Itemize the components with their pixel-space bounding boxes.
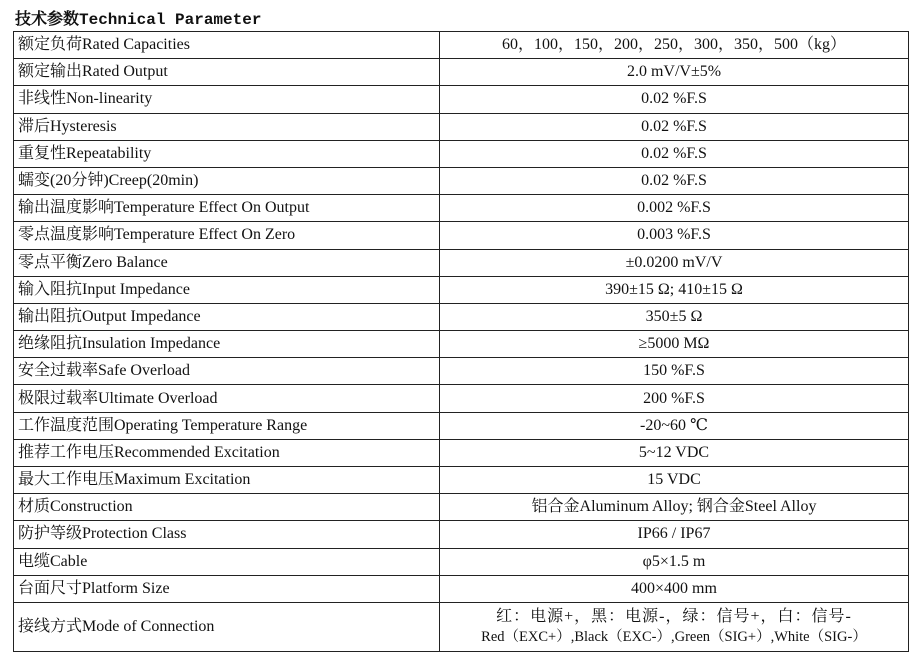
table-row <box>14 32 909 59</box>
parameter-table-body <box>14 32 909 652</box>
table-row <box>14 140 909 167</box>
row-value: 0.02 %F.S <box>440 86 909 113</box>
table-row <box>14 439 909 466</box>
row-label: 材质Construction <box>14 494 440 521</box>
connection-line-cn: 红：电源+，黑：电源-，绿：信号+，白：信号- <box>496 607 852 625</box>
row-value: 0.003 %F.S <box>440 222 909 249</box>
table-row <box>14 575 909 602</box>
row-label: 台面尺寸Platform Size <box>14 575 440 602</box>
row-label: 非线性Non-linearity <box>14 86 440 113</box>
table-row <box>14 222 909 249</box>
row-value: 0.02 %F.S <box>440 167 909 194</box>
row-label: 安全过载率Safe Overload <box>14 358 440 385</box>
table-row <box>14 59 909 86</box>
table-row <box>14 113 909 140</box>
connection-label: 接线方式Mode of Connection <box>14 602 440 651</box>
row-label: 绝缘阻抗Insulation Impedance <box>14 331 440 358</box>
row-value: ±0.0200 mV/V <box>440 249 909 276</box>
row-label: 输出温度影响Temperature Effect On Output <box>14 195 440 222</box>
row-label: 推荐工作电压Recommended Excitation <box>14 439 440 466</box>
table-row <box>14 331 909 358</box>
row-label: 零点温度影响Temperature Effect On Zero <box>14 222 440 249</box>
row-label: 额定负荷Rated Capacities <box>14 32 440 59</box>
connection-value <box>440 602 909 651</box>
row-value: 0.002 %F.S <box>440 195 909 222</box>
row-value: 2.0 mV/V±5% <box>440 59 909 86</box>
table-row <box>14 249 909 276</box>
row-value: 350±5 Ω <box>440 303 909 330</box>
row-value: ≥5000 MΩ <box>440 331 909 358</box>
table-row <box>14 412 909 439</box>
row-value: 铝合金Aluminum Alloy; 钢合金Steel Alloy <box>440 494 909 521</box>
table-row <box>14 303 909 330</box>
table-row <box>14 467 909 494</box>
table-row <box>14 86 909 113</box>
row-label: 防护等级Protection Class <box>14 521 440 548</box>
row-value: 15 VDC <box>440 467 909 494</box>
table-row-connection <box>14 602 909 651</box>
row-label: 额定输出Rated Output <box>14 59 440 86</box>
table-row <box>14 494 909 521</box>
table-row <box>14 167 909 194</box>
table-row <box>14 385 909 412</box>
row-label: 极限过载率Ultimate Overload <box>14 385 440 412</box>
row-label: 重复性Repeatability <box>14 140 440 167</box>
table-row <box>14 195 909 222</box>
row-value: φ5×1.5 m <box>440 548 909 575</box>
row-value: IP66 / IP67 <box>440 521 909 548</box>
table-row <box>14 548 909 575</box>
row-label: 输出阻抗Output Impedance <box>14 303 440 330</box>
row-value: -20~60 ℃ <box>440 412 909 439</box>
table-row <box>14 521 909 548</box>
row-value: 200 %F.S <box>440 385 909 412</box>
row-label: 电缆Cable <box>14 548 440 575</box>
row-value: 390±15 Ω; 410±15 Ω <box>440 276 909 303</box>
row-value: 60，100，150，200，250，300，350，500（kg） <box>440 32 909 59</box>
row-value: 0.02 %F.S <box>440 140 909 167</box>
row-value: 5~12 VDC <box>440 439 909 466</box>
row-label: 输入阻抗Input Impedance <box>14 276 440 303</box>
row-label: 滞后Hysteresis <box>14 113 440 140</box>
row-label: 零点平衡Zero Balance <box>14 249 440 276</box>
table-row <box>14 358 909 385</box>
connection-line-en: Red（EXC+）,Black（EXC-）,Green（SIG+）,White（SIG-） <box>481 628 867 645</box>
row-value: 150 %F.S <box>440 358 909 385</box>
table-row <box>14 276 909 303</box>
page-title: 技术参数Technical Parameter <box>15 11 262 29</box>
row-label: 蠕变(20分钟)Creep(20min) <box>14 167 440 194</box>
row-label: 最大工作电压Maximum Excitation <box>14 467 440 494</box>
parameter-table <box>13 31 909 652</box>
row-value: 400×400 mm <box>440 575 909 602</box>
row-label: 工作温度范围Operating Temperature Range <box>14 412 440 439</box>
row-value: 0.02 %F.S <box>440 113 909 140</box>
